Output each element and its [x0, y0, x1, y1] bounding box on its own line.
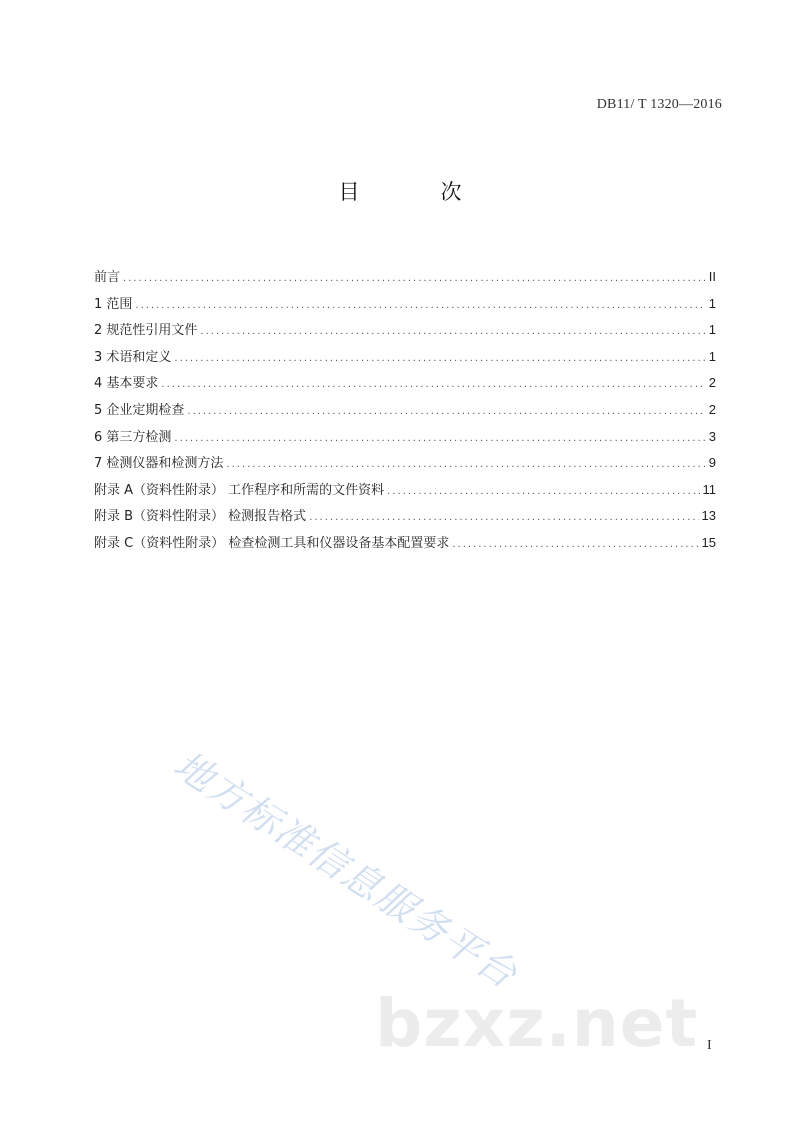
toc-leader-dots: [174, 433, 705, 444]
toc-entry-scope[interactable]: [94, 293, 716, 320]
toc-entry-page: 13: [701, 508, 716, 524]
document-code: DB11/ T 1320—2016: [596, 97, 722, 112]
toc-leader-dots: [123, 273, 706, 284]
toc-leader-dots: [200, 326, 705, 337]
toc-title: 目 次: [338, 180, 492, 204]
toc-entry-periodic-inspection[interactable]: [94, 399, 716, 426]
page-number: I: [707, 1038, 712, 1053]
platform-watermark: 地方标准信息服务平台: [166, 742, 526, 998]
toc-entry-page: 11: [702, 481, 716, 497]
table-of-contents: [94, 266, 716, 559]
toc-leader-dots: [387, 486, 699, 497]
site-watermark: bzxz.net: [375, 985, 699, 1062]
toc-leader-dots: [161, 379, 705, 390]
toc-leader-dots: [226, 459, 705, 470]
toc-entry-appendix-a[interactable]: [94, 479, 716, 506]
toc-entry-page: 15: [701, 534, 716, 550]
toc-entry-label: 附录 A（资料性附录） 工作程序和所需的文件资料: [94, 482, 385, 498]
toc-entry-label: 6 第三方检测: [94, 429, 172, 445]
toc-entry-appendix-c[interactable]: [94, 532, 716, 559]
toc-leader-dots: [187, 406, 705, 417]
toc-entry-page: 1: [708, 348, 716, 364]
toc-entry-label: 1 范围: [94, 296, 133, 312]
toc-entry-page: 3: [708, 428, 716, 444]
toc-leader-dots: [309, 512, 698, 523]
toc-entry-label: 3 术语和定义: [94, 349, 172, 365]
toc-entry-page: 2: [708, 375, 716, 391]
toc-entry-instruments-methods[interactable]: [94, 452, 716, 479]
toc-entry-appendix-b[interactable]: [94, 505, 716, 532]
toc-entry-terms-definitions[interactable]: [94, 346, 716, 373]
toc-entry-label: 2 规范性引用文件: [94, 323, 198, 339]
toc-entry-page: 9: [708, 455, 716, 471]
toc-entry-label: 附录 C（资料性附录） 检查检测工具和仪器设备基本配置要求: [94, 535, 450, 551]
toc-leader-dots: [452, 539, 698, 550]
toc-entry-label: 5 企业定期检查: [94, 402, 185, 418]
toc-entry-foreword[interactable]: [94, 266, 716, 293]
toc-entry-third-party-testing[interactable]: [94, 426, 716, 453]
toc-entry-label: 7 检测仪器和检测方法: [94, 456, 224, 472]
toc-entry-page: 1: [708, 295, 716, 311]
toc-entry-normative-references[interactable]: [94, 319, 716, 346]
toc-entry-page: 1: [708, 322, 716, 338]
toc-entry-label: 4 基本要求: [94, 376, 159, 392]
toc-leader-dots: [135, 300, 705, 311]
toc-entry-label: 前言: [94, 270, 121, 285]
toc-entry-label: 附录 B（资料性附录） 检测报告格式: [94, 509, 307, 525]
toc-entry-page: 2: [708, 401, 716, 417]
toc-leader-dots: [174, 353, 705, 364]
toc-entry-page: II: [708, 269, 716, 284]
toc-entry-basic-requirements[interactable]: [94, 372, 716, 399]
